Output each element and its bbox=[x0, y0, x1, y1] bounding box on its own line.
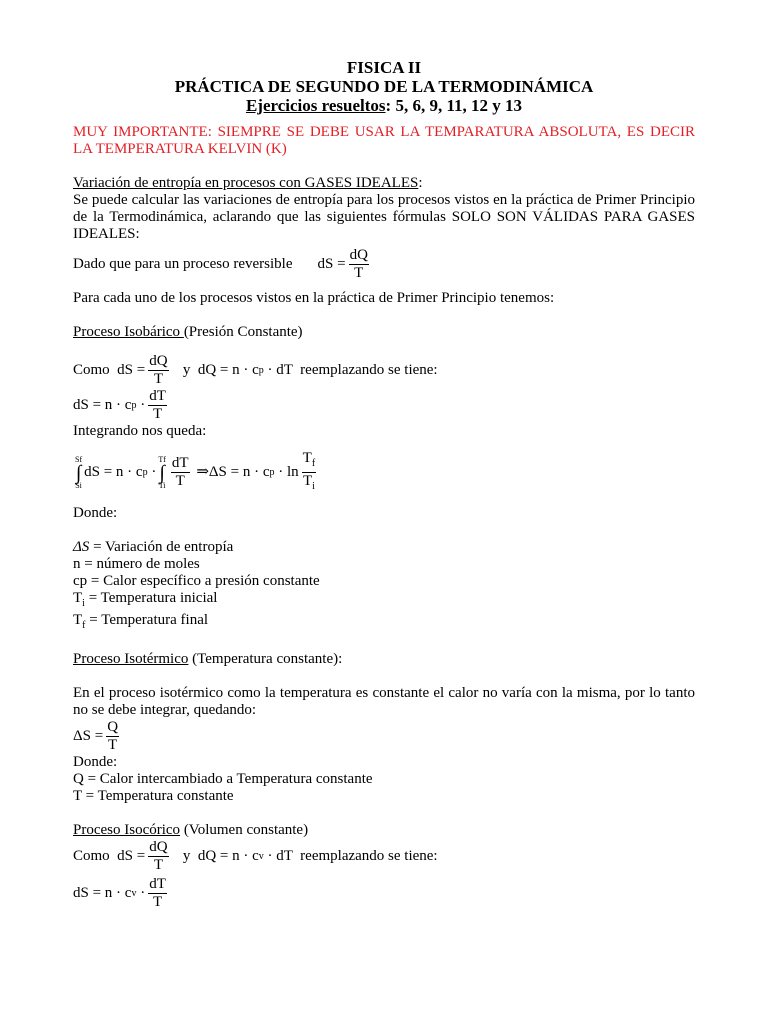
isothermal-heading bbox=[73, 651, 695, 668]
subscript-p: p bbox=[269, 467, 275, 478]
integral-entropy: Sf ∫ Si bbox=[75, 454, 83, 490]
dq-definition: y dQ = n · c bbox=[171, 848, 259, 864]
isochoric-heading-rest: (Volumen constante) bbox=[180, 822, 309, 838]
ideal-gases-heading bbox=[73, 175, 695, 192]
fraction-numerator: dT bbox=[149, 876, 166, 892]
fraction-denominator: T bbox=[153, 857, 163, 873]
ideal-gases-paragraph: Se puede calcular las variaciones de entropía para los procesos vistos en la práctica de Primer Principio de la Termodinámica, aclarando que las siguientes fórmulas SOLO SON VÁLIDAS PARA GASES IDEALES: bbox=[73, 192, 695, 242]
delta-s-lhs: ΔS = bbox=[73, 728, 104, 744]
subscript-p: p bbox=[142, 467, 148, 478]
como-lhs: Como dS = bbox=[73, 848, 146, 864]
ti-symbol: T bbox=[302, 473, 313, 489]
ds-expression: dS = n · c bbox=[73, 397, 132, 413]
subscript-p: p bbox=[258, 365, 264, 376]
fraction-denominator: T bbox=[153, 371, 163, 387]
definition-text: = Temperatura final bbox=[85, 612, 209, 628]
document-title bbox=[73, 58, 695, 115]
definition-t: T = Temperatura constante bbox=[73, 788, 234, 804]
ideal-gases-heading-colon: : bbox=[418, 175, 423, 191]
tf-symbol: T bbox=[302, 450, 312, 466]
isobaric-como-equation bbox=[73, 353, 695, 388]
ds-lhs: dS = bbox=[317, 256, 346, 272]
processes-intro: Para cada uno de los procesos vistos en la práctica de Primer Principio tenemos: bbox=[73, 290, 555, 306]
upper-limit: Sf bbox=[75, 454, 83, 464]
subscript-f: f bbox=[82, 620, 86, 631]
lower-limit: Ti bbox=[158, 480, 166, 490]
isochoric-heading bbox=[73, 822, 695, 839]
subscript-v: v bbox=[258, 851, 264, 862]
subscript-v: v bbox=[131, 888, 137, 899]
definition-ti bbox=[73, 590, 695, 612]
t-symbol: T bbox=[73, 612, 83, 628]
fraction-numerator: Q bbox=[107, 719, 119, 735]
isobaric-heading-text: Proceso Isobárico bbox=[73, 324, 184, 340]
fraction-numerator: dQ bbox=[149, 353, 168, 369]
replacement-text: · dT reemplazando se tiene: bbox=[263, 362, 438, 378]
fraction-denominator: T bbox=[152, 894, 163, 910]
fraction-numerator: dT bbox=[149, 388, 166, 404]
ln-operator: · ln bbox=[274, 464, 299, 480]
subscript-f: f bbox=[311, 458, 316, 469]
isothermal-donde: Donde: bbox=[73, 754, 118, 770]
fraction-denominator: T bbox=[152, 406, 163, 422]
isochoric-ds-equation bbox=[73, 876, 695, 911]
dq-over-t-fraction bbox=[349, 247, 369, 282]
replacement-text: · dT reemplazando se tiene: bbox=[263, 848, 438, 864]
integral-temperature: Tf ∫ Ti bbox=[158, 454, 166, 490]
isochoric-heading-text: Proceso Isocórico bbox=[73, 822, 181, 838]
title-exercises-label: Ejercicios resueltos bbox=[245, 96, 386, 115]
subscript-p: p bbox=[131, 400, 137, 411]
definition-text: = Temperatura inicial bbox=[84, 590, 218, 606]
fraction-denominator: T bbox=[108, 737, 118, 753]
upper-limit: Tf bbox=[158, 454, 166, 464]
isothermal-equation bbox=[73, 719, 695, 754]
delta-s-symbol: ΔS bbox=[73, 539, 90, 555]
definition-delta-s bbox=[73, 539, 695, 556]
fraction-numerator: dQ bbox=[349, 247, 368, 263]
definition-q: Q = Calor intercambiado a Temperatura constante bbox=[73, 771, 373, 787]
dq-definition: y dQ = n · c bbox=[171, 362, 259, 378]
subscript-i: i bbox=[312, 481, 315, 492]
delta-s-result: ⇒ΔS = n · c bbox=[192, 464, 270, 480]
title-line-1: FISICA II bbox=[346, 58, 422, 77]
isochoric-como-equation bbox=[73, 839, 695, 874]
fraction-denominator bbox=[302, 473, 317, 495]
title-line-3 bbox=[73, 96, 695, 115]
fraction-denominator: T bbox=[175, 473, 185, 489]
important-warning: MUY IMPORTANTE: SIEMPRE SE DEBE USAR LA TEMPARATURA ABSOLUTA, ES DECIR LA TEMPERATURA KELVIN (K) bbox=[73, 124, 695, 157]
lower-limit: Si bbox=[75, 480, 82, 490]
dt-over-t-fraction bbox=[148, 388, 167, 423]
isobaric-heading-rest: (Presión Constante) bbox=[183, 324, 303, 340]
donde-label: Donde: bbox=[73, 505, 118, 521]
dot-operator: · bbox=[136, 397, 146, 413]
reversible-equation bbox=[73, 247, 695, 282]
isothermal-heading-rest: (Temperatura constante): bbox=[188, 651, 343, 667]
dt-over-t-fraction bbox=[171, 455, 190, 490]
definition-n: n = número de moles bbox=[73, 556, 200, 572]
ideal-gases-heading-text: Variación de entropía en procesos con GASES IDEALES bbox=[73, 175, 419, 191]
fraction-denominator: T bbox=[354, 265, 364, 281]
definition-text: = Variación de entropía bbox=[89, 539, 234, 555]
reversible-text: Dado que para un proceso reversible bbox=[73, 256, 293, 272]
isothermal-heading-text: Proceso Isotérmico bbox=[73, 651, 189, 667]
dt-over-t-fraction bbox=[148, 876, 167, 911]
tf-over-ti-fraction bbox=[302, 450, 317, 495]
isobaric-integral-equation bbox=[73, 450, 695, 495]
t-symbol: T bbox=[73, 590, 83, 606]
como-lhs: Como dS = bbox=[73, 362, 146, 378]
isobaric-ds-equation bbox=[73, 388, 695, 423]
q-over-t-fraction bbox=[106, 719, 119, 754]
document-page bbox=[73, 58, 695, 911]
dot-operator: · bbox=[147, 464, 157, 480]
title-line-2: PRÁCTICA DE SEGUNDO DE LA TERMODINÁMICA bbox=[174, 77, 594, 96]
isobaric-heading bbox=[73, 324, 695, 341]
fraction-numerator: dQ bbox=[149, 839, 168, 855]
fraction-numerator: dT bbox=[171, 455, 189, 471]
integral-expression: dS = n · c bbox=[84, 464, 143, 480]
dq-over-t-fraction bbox=[148, 353, 168, 388]
ds-expression: dS = n · c bbox=[73, 885, 132, 901]
definition-cp: cp = Calor específico a presión constante bbox=[73, 573, 320, 589]
integrating-text: Integrando nos queda: bbox=[73, 423, 207, 439]
dq-over-t-fraction bbox=[148, 839, 168, 874]
dot-operator: · bbox=[136, 885, 146, 901]
title-exercises-list: : 5, 6, 9, 11, 12 y 13 bbox=[385, 96, 523, 115]
isothermal-paragraph: En el proceso isotérmico como la temperatura es constante el calor no varía con la misma, por lo tanto no se debe integrar, quedando: bbox=[73, 685, 695, 718]
definition-tf bbox=[73, 612, 695, 634]
fraction-numerator bbox=[302, 450, 317, 473]
subscript-i: i bbox=[82, 598, 85, 609]
